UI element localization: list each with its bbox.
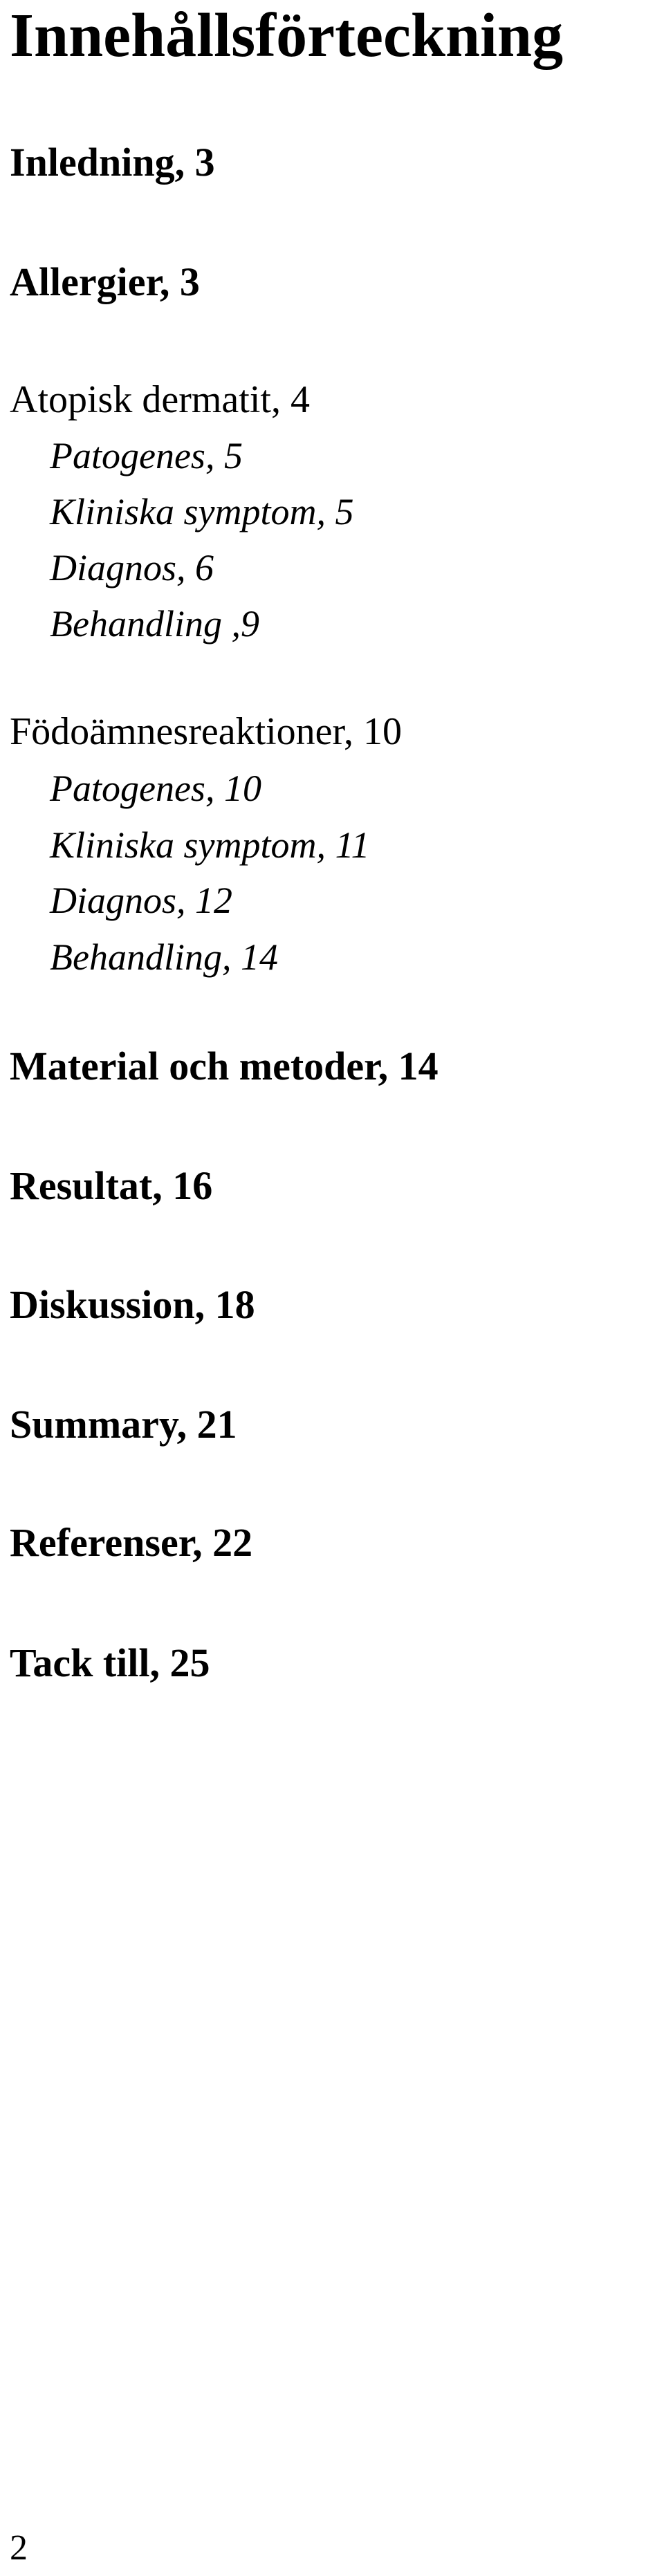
toc-entry-fodoamnesreaktioner: Födoämnesreaktioner, 10 bbox=[10, 710, 402, 753]
toc-entry-summary: Summary, 21 bbox=[10, 1402, 237, 1447]
toc-subentry-atopisk-kliniska-symptom: Kliniska symptom, 5 bbox=[50, 491, 354, 532]
toc-entry-inledning: Inledning, 3 bbox=[10, 140, 215, 185]
toc-subentry-fodo-kliniska-symptom: Kliniska symptom, 11 bbox=[50, 824, 370, 866]
page-number: 2 bbox=[10, 2528, 28, 2568]
toc-entry-diskussion: Diskussion, 18 bbox=[10, 1282, 255, 1327]
toc-subentry-atopisk-patogenes: Patogenes, 5 bbox=[50, 435, 243, 476]
toc-subentry-fodo-behandling: Behandling, 14 bbox=[50, 936, 278, 978]
toc-entry-allergier: Allergier, 3 bbox=[10, 259, 200, 304]
page-title: Innehållsförteckning bbox=[10, 1, 564, 70]
toc-entry-atopisk-dermatit: Atopisk dermatit, 4 bbox=[10, 378, 310, 421]
toc-subentry-atopisk-diagnos: Diagnos, 6 bbox=[50, 547, 214, 589]
toc-subentry-fodo-diagnos: Diagnos, 12 bbox=[50, 880, 233, 921]
toc-entry-material-och-metoder: Material och metoder, 14 bbox=[10, 1044, 439, 1088]
toc-subentry-atopisk-behandling: Behandling ,9 bbox=[50, 603, 259, 645]
toc-entry-tack-till: Tack till, 25 bbox=[10, 1640, 210, 1685]
toc-entry-resultat: Resultat, 16 bbox=[10, 1163, 213, 1208]
toc-subentry-fodo-patogenes: Patogenes, 10 bbox=[50, 768, 261, 809]
toc-entry-referenser: Referenser, 22 bbox=[10, 1520, 253, 1565]
